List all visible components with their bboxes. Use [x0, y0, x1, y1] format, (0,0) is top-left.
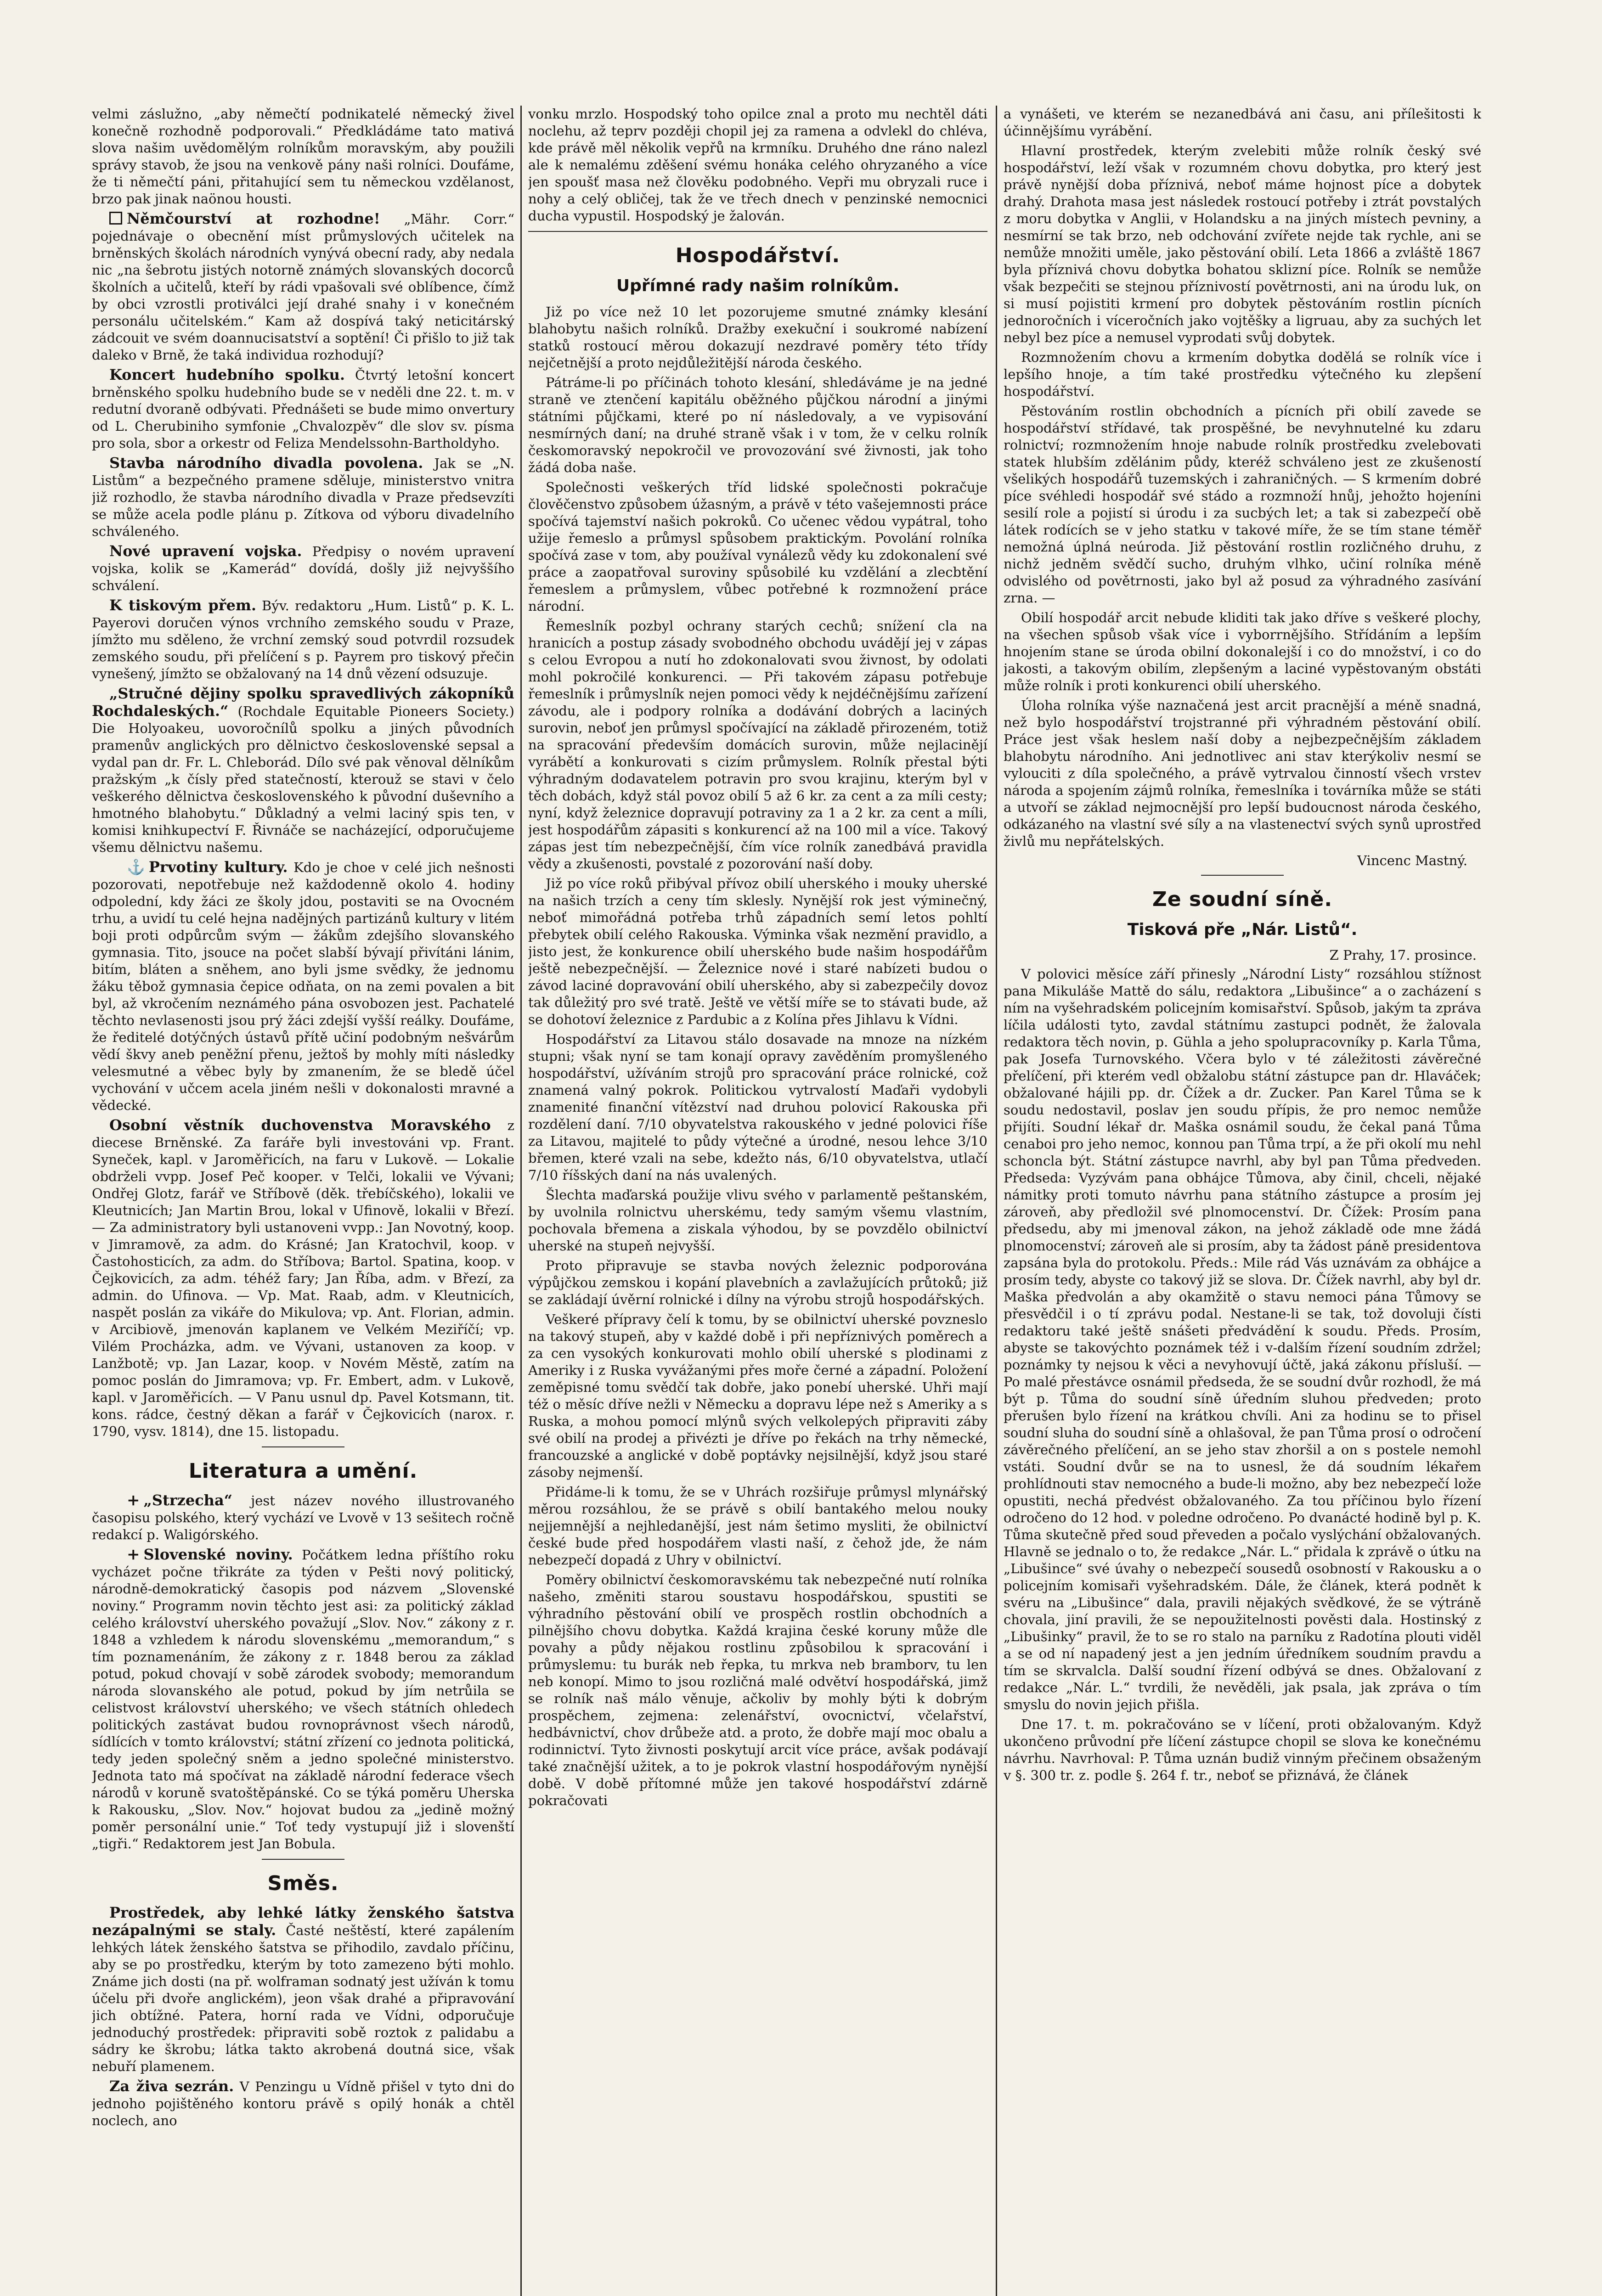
news-item	[92, 543, 514, 594]
column-right	[1004, 106, 1481, 2296]
news-headline: Stavba národního divadla povolena.	[109, 454, 423, 472]
news-item	[92, 2078, 514, 2129]
news-item	[92, 859, 514, 1114]
news-item	[92, 597, 514, 682]
article-paragraph: a vynášeti, ve kterém se nezanedbává ani času, ani přílešitosti k účinnějšímu vyrábění.	[1004, 106, 1481, 139]
news-text: Časté neštěstí, které zapálením lehkých látek ženského šatstva se přihodilo, zavdalo příčinu, aby se po prostředku, kterým by toto zamezeno býti mohlo. Známe jich dosti (na př. wolframan sodnatý jest užíván k tomu účelu při dvoře anglickém), jeon však drahé a připravování jich obtížné. Patera, horní rada ve Vídni, odporučuje jednoduchý prostředek: připraviti sobě roztok z palidabu a sádry ke škrobu; látka takto akrobená doutná sice, však nebuří plamenem.	[92, 1923, 514, 2074]
news-headline: K tiskovým přem.	[109, 597, 256, 614]
news-item	[92, 1117, 514, 1440]
news-text: Počátkem ledna příštího roku vycházet počne třikráte za týden v Pešti nový politický, národně-demokratický časopis pod názvem „Slovenské noviny.“ Programm novin těchto jest asi: za politický základ celého království uherského považují „Slov. Nov.“ zákony z r. 1848 a vzhledem k národu slovenskému „memorandum,“ s tím poznamenáním, že zákony z r. 1848 berou za základ potud, pokud chovají v sobě zárodek svobody; memorandum národa slovanského ale potud, pokud by jím netrůila se celistvost království uherského; ve všech státních ohledech politických zastávat budou rovnoprávnost všech národů, sídlících v tomto království; státní zřízení co jednota politická, tedy jeden společný sněm a jedno společné ministerstvo. Jednota tato má spočívat na základě národní federace všech národů v koruně svatoštěpánské. Co se týká poměru Uherska k Rakousku, „Slov. Nov.“ hojovat budou za „jedině možný poměr personální unie.“ Toť tedy vystupují již i slovenští „tigři.“ Redaktorem jest Jan Bobula.	[92, 1547, 514, 1851]
news-headline: Slovenské noviny.	[143, 1546, 293, 1563]
news-text: Předpisy o novém upravení vojska, kolik se „Kamerád“ dovídá, došly již nejvyššího schválení.	[92, 544, 514, 593]
article-paragraph: Proto připravuje se stavba nových železnic podporována výpůjčkou zemskou i kopání plavebních a zavlažujících průtoků; již se zakládají úvěrní rolnické i dílny na výrobu strojů hospodářských.	[528, 1258, 987, 1307]
news-text: Býv. redaktoru „Hum. Listů“ p. K. L. Payerovi doručen výnos vrchního zemského soudu v Praze, jímžto mu sděleno, že vrchní zemský soud potvrdil rozsudek zemského soudu, při přelíčení s p. Payrem pro tiskový přečin vynešený, jímžto se obžalovaný na 14 dnů vězení odsuzuje.	[92, 598, 514, 681]
section-title-literature: Literatura a umění.	[188, 1459, 418, 1483]
news-item	[92, 1492, 514, 1543]
news-headline: Němčourství at rozhodne!	[127, 210, 380, 227]
news-headline: Prvotiny kultury.	[148, 858, 288, 876]
cross-icon: +	[127, 1545, 140, 1564]
news-text: „Mähr. Corr.“ pojednávaje o obecnění míst průmyslových učitelek na brněnských školách národních vynývá obecní rady, aby nedala nic „na šebrotu jistých notorně známých slovanských docorců školních a učitelů, kteří by rádi vpašovali své oblíbence, čímž by obci vzrostli protiválci její drahé snahy i v konečném personálu učitelském.“ Kam až dospívá taký neticitárský zádcouit ve svém doannucisatství a soptění! Či přišlo to již tak daleko v Brně, že taká individua rozhodují?	[92, 211, 514, 363]
news-text: Čtvrtý letošní koncert brněnského spolku hudebního bude se v neděli dne 22. t. m. v redutní dvoraně odbývati. Přednášeti se bude mimo onvertury od L. Cherubiniho symfonie „Chvalozpěv“ dle slov sv. písma pro sola, sbor a orkestr od Feliza Mendelssohn-Bartholdyho.	[92, 367, 514, 451]
article-paragraph: Již po více než 10 let pozorujeme smutné známky klesání blahobytu našich rolníků. Dražby exekuční i soukromé nabízení statků rostoucí měrou dokazují nezdravé poměry této třídy nejčetnější a proto nejdůležitější národa českého.	[528, 304, 987, 371]
news-item	[92, 685, 514, 856]
news-text: Jak se „N. Listům“ a bezpečného pramene sděluje, ministerstvo vnitra již rozhodlo, že stavba národního divadla v Praze předsevzíti se může acela podle plánu p. Zítkova od výboru divadelního schváleného.	[92, 456, 514, 539]
column-rule	[996, 106, 997, 2296]
news-item	[92, 366, 514, 452]
news-text: z diecese Brněnské. Za faráře byli investováni vp. Frant. Syneček, kapl. v Jaroměřicích, na faru v Lukově. — Lokalie obdrželi vvpp. Josef Peč kooper. v Telči, lokalii ve Vývani; Ondřej Glotz, farář ve Stříbově (děk. třebíčského), lokalii ve Kleutnicích; Jan Martin Brou, lokal v Ufinově, lokalii v Březí. — Za administratory byli ustanoveni vvpp.: Jan Novotný, koop. v Jimramově, za adm. do Krásné; Jan Kratochvil, koop. v Častohosticích, za adm. do Stříbova; Bartol. Spatina, koop. v Čejkovicích, za adm. téhéž fary; Jan Říba, adm. v Březí, za admin. do Ufinova. — Vp. Mat. Raab, adm. v Kleutnicích, naspět poslán za vikáře do Mikulova; vp. Ant. Florian, admin. v Arcibiově, jmenován kaplanem ve Velkém Meziříčí; vp. Vilém Procházka, adm. ve Vývani, ustanoven za koop. v Lanžbotě; vp. Jan Lazar, koop. v Novém Městě, zatím na pomoc poslán do Jimramova; vp. Fr. Embert, adm. v Lukově, kapl. v Jaroměřicích. — V Panu usnul dp. Pavel Kotsmann, tit. kons. rádce, čestný děkan a farář v Čejkovicích (narox. r. 1790, vysv. 1814), dne 15. listopadu.	[92, 1118, 514, 1439]
article-paragraph: Přidáme-li k tomu, že se v Uhrách rozšiřuje průmysl mlynářský měrou rozsáhlou, že se právě s obilí bantakého melou nouky nejjemnější a nejhledanější, jest nám šetimo mysliti, že obilnictví české bude před hospodářem vlasti naší, z čehož jde, že nám nebezpečí dopadá z Uhry v obilnictví.	[528, 1484, 987, 1568]
square-icon	[109, 212, 122, 225]
article-paragraph: Veškeré přípravy čelí k tomu, by se obilnictví uherské povzneslo na takový stupeň, aby v každé době i při nepříznivých poměrech a za cen vysokých konkurovati mohlo obilí uherské s plodinami z Ameriky i z Ruska vyvážanými přes moře černé a západní. Položení zeměpisné tomu svědčí tak dobře, jako ponebí uherské. Uhři mají též o měsíc dříve nežli v Německu a dopravu lépe než s Ameriky a s Ruska, a mohou pomocí mlýnů svých velkolepých připraviti záby své obilí na prodej a přivézti je dříve po řekách na trhy německé, francouzské a anglické v době poptávky nejsilnější, když jsou staré zásoby nejmenší.	[528, 1311, 987, 1480]
divider	[262, 1859, 344, 1860]
news-headline: Osobní věstník duchovenstva Moravského	[109, 1116, 491, 1134]
article-paragraph: Řemeslník pozbyl ochrany starých cechů; snížení cla na hranicích a postup zásady svobodného obchodu uvádějí jej v zápas s celou Evropou a nutí ho zdokonalovati svou živnost, by odolati mohl pokročilé konkurenci. — Při takovém zápasu potřebuje řemeslník i průmyslník nejen pomoci vědy k nejdéčnějšímu zařízení závodu, ale i podpory rolníka a dodávání dobrých a laciných surovin, neboť jen průmysl spočívající na základě přirozeném, totiž na spracování především domácích surovin, může nejlacinějí vyrábětí a konkurovati s cizím průmyslem. Rolník přestal býti výhradným dodavatelem potravin pro svou krajinu, kterým byl v těch dobách, když stál povoz obilí 5 až 6 kr. za cent a za míli cesty; nyní, když železnice dopravují potraviny za 1 a 2 kr. za cent a míli, jest hospodářům zápasiti s konkurencí až na 100 mil a více. Takový zápas jest tím nebezpečnější, čím více rolník zanedbává pravidla vědy a zkušenosti, povstalé z pozorování naší doby.	[528, 618, 987, 872]
news-headline: Nové upravení vojska.	[109, 542, 302, 560]
article-paragraph: Pěstováním rostlin obchodních a pícních při obilí zavede se hospodářství střídavé, tak prospěšné, be nevyhnutelné ku zdaru rolnictví; rozmnožením hnoje nabude rolník prostředku zvelebovati statek hlubším zdělánim půdy, kteréž schváleno jest ze zkušeností všelikých hospodářů tuzemských i zahraničných. — S krmením dobré píce svéhledi hospodář své stádo a rozmnoží hnůj, jehožto hojeníni sesilí role a pojistí si úrodu i za sucbých let; a tak si zabezpečí obě látek rodících se v jeho statku v takové míře, že se tím stane téměř nemožná úplná neúroda. Již pěstování rostlin rozličného druhu, z nichž jedněm svědčí sucho, druhým vlhko, učiní rolníka méně odvislého od povětrnosti, jako byl až posud za výhradného zasívání zrna. —	[1004, 403, 1481, 606]
article-title: Tisková pře „Nár. Listů“.	[1127, 920, 1358, 939]
article-paragraph: V polovici měsíce září přinesly „Národní Listy“ rozsáhlou stížnost pana Mikuláše Mattě do sálu, redaktora „Libušince“ a o zacházení s ním na vyšehradském policejním komisařství. Spůsob, jakým ta zpráva líčila události tyto, zavdal státnímu zastupci podnět, že žalovala redaktora těch novin, p. Gühla a jeho spolupracovníky p. Karla Tůma, pak Josefa Turnovského. Včera bylo v té záležitosti závěrečné přelíčení, při kterém vedl obžalobu státní zástupce pan dr. Hlaváček; obžalované hájili pp. dr. Čížek a dr. Zucker. Pan Karel Tůma se k soudu nedostavil, poslav jen soudu přípis, že pro nemoc nemůže přijíti. Soudní lékař dr. Maška osnámil soudu, že čekal paná Tůma cenaboi pro jeho nemoc, konnou pan Tůma trpí, a že při okolí mu nehl schoncla být. Státní zástupce navrhl, aby byl pan Tůma předveden. Předseda: Vyzývám pana obhájce Tůmova, aby činil, chceli, nějaké námitky proti tomuto návrhu pana státního zástupce a prosím jej zároveň, aby předložil své plnomocenství. Dr. Čížek: Prosím pana předsedu, aby mi jmenoval zákon, na jehož základě ode mne žádá plnomocenství; zároveň ale si prosím, aby ta žádost páně presidentova zapsána byla do protokolu. Předs.: Mile rád Vás uznávám za obhájce a prosím tedy, abyste co takový již se slova. Dr. Čížek navrhl, aby byl dr. Maška předvolán a aby okamžitě o stavu nemoci pána Tůmovy se přesvědčil i o tí zprávu podal. Nestane-li se tak, tož dovoluji čísti redaktoru také ještě snášeti předvádění k soudu. Předs. Prosím, abyste se takovýchto poznámek též i v-dalším řízení soudním zdržel; poznámky ty nejsou k věci a nevyhovují účtě, jaká zákonu přísluší. — Po malé přestávce osnámil předseda, že se soudní dvůr rozhodl, že má být p. Tůma do soudní síně úředním sluhou předveden; proto přerušen bylo řízení na krátkou chvíli. Ani za hodinu se to přisel soudní sluha do soudní síně a ohlašoval, že pan Tůma prosí o odročení závěrečného přelíčení, an se jeho stav zhoršil a on s postele nemohl vstáti. Soudní dvůr se na to usnesl, že dá soudním lékařem prohlídnouti stav nemocného a bude-li možno, aby bez nebezpečí lože opustiti, nechá předvést obžalovaného. Za tou příčinou bylo řízení odročeno do 12 hod. v poledne odročeno. Po dvanácté hodině byl p. K. Tůma skutečně před soud převeden a počalo vyslýchání obžalovaných. Hlavně se jednalo o to, že redakce „Nár. L.“ přidala k zprávě o útku na „Libušince“ své úvahy o nebezpečí sousedů osobností v Rakousku a o policejním komisaři vyšehradském. Dále, že článek, která podnět k svéru na „Libušince“ dala, pravili nějakých svědkové, že se výtráně chovala, jiní pravili, že se nepoužitelnosti pověsti dala. Hostinský z „Libušinky“ pravil, že to se ro stalo na parníku z Radotína plouti viděl a se od ní napadený jest a jen jedním úředníkem soudním pravdu a tím se skrvalcla. Další soudní řízení odbývá se dnes. Obžalovaní z redakce „Nár. L.“ tvrdili, že nevěděli, jak psala, jak zpráva o tím smyslu do novin jejich přišla.	[1004, 966, 1481, 1712]
section-title-economy: Hospodářství.	[675, 244, 840, 267]
news-item	[92, 1546, 514, 1852]
news-item	[92, 1904, 514, 2075]
article-continuation: vonku mrzlo. Hospodský toho opilce znal a proto mu nechtěl dáti noclehu, až teprv později chopil jej za ramena a odvlekl do chléva, kde právě měl několik vepřů na krmníku. Druhého dne ráno nalezl ale k nemalému zděšení svému honáka celého ohryzaného a více jen spoušť masa než člověku podobného. Vepři mu obryzali ruce i nohy a celý obličej, tak že ve třech dnech v penzinské nemocnici ducha vypustil. Hospodský je žalován.	[528, 106, 987, 224]
article-paragraph: Dne 17. t. m. pokračováno se v líčení, proti obžalovaným. Když ukončeno průvodní pře líčení zástupce chopil se slova ke konečnému návrhu. Navrhoval: P. Tůma uznán budiž vinným přečinem obsaženým v §. 300 tr. z. podle §. 264 f. tr., neboť se přiznává, že článek	[1004, 1716, 1481, 1783]
article-continuation: velmi záslužno, „aby němečtí podnikatelé německý živel konečně rozhodně podporovali.“ Předkládáme tato mativá slova našim uvědomělým rolníkům moravským, aby použili správy stavob, že jsou na venkově pány naši rolníci. Doufáme, že ti němečtí páni, přitahující sem tu německou vzdělanost, brzo pak jinak naönou housti.	[92, 106, 514, 207]
section-title-court: Ze soudní síně.	[1152, 888, 1333, 911]
news-item	[92, 455, 514, 540]
column-left	[92, 106, 514, 2296]
anchor-icon: ⚓	[127, 858, 145, 876]
news-headline: „Stručné dějiny spolku spravedlivých zákopníků Rochdaleských.“	[92, 685, 514, 720]
news-text: Kdo je choe v celé jich nešnosti pozorovati, nepotřebuje než každodenně okolo 4. hodiny odpolední, kdy žáci ze školy jdou, postaviti se na Ovocném trhu, a uvidí tu celé hejna nadějných partizánů kultury v litém boji proti odpůrcům svým — žákům zdejšího slovanského gymnasia. Tito, jsouce na počet slabší bývají přivítáni lánim, bitím, bláten a sněhem, ano byli jsme svědky, že jednomu žáku těbož gymnasia čepice odňata, on na zemi povalen a bit byl, až vkročením neznámého pána osvobozen jest. Pachatelé těchto nevlasenosti jsou prý žáci zdejší vyšší reálky. Doufáme, že ředitelé dotýčných ústavů přítě učiní podobným nešvárům vědí škvy aneb peněžní přenu, ježtoš by mohly míti následky velesmutné a věbec byly by zmanením, že se bledě účel vychování v učcem acela jiném nešli v dokonalosti mravné a vědecké.	[92, 860, 514, 1113]
article-paragraph: Již po více roků přibýval přívoz obilí uherského i mouky uherské na našich trzích a ceny tím sklesly. Nynější rok jest výminečný, neboť mimořádná potřeba trhů západních semí letos pohltí přebytek obilí celého Rakouska. Výminka však nezmění pravidlo, a jisto jest, že konkurence obilí uherského bude našim hospodářům ještě nebezpečnější. — Železnice nové i staré nabízeti budou o závod laciné dopravování obilí uherského, aby si zabezpečily dovoz tak důležitý pro své tratě. Ještě ve větší míře se to stávati bude, až se dohotoví železnice z Pardubic a z Kolína přes Jihlavu k Vídni.	[528, 876, 987, 1027]
author-signature: Vincenc Mastný.	[1357, 853, 1467, 868]
dateline: Z Prahy, 17. prosince.	[1329, 947, 1477, 963]
news-text: (Rochdale Equitable Pioneers Society.) Die Holyoakeu, uovoročnílů spolku a jiných původních pramenův anglických pro dělnictvo československé sepsal a vydal pan dr. Fr. L. Chleborád. Dílo své pak věnoval dělníkům pražským „k čísly před statečností, kterouž se stavi v čelo veškerého dělnictva československého k původní duševního a hmotného blahobytu.“ Důkladný a velmi laciný spis ten, v komisi knihkupectví F. Řivnáče se nacházející, odporučujeme všemu dělnictvu našemu.	[92, 703, 514, 855]
article-paragraph: Hlavní prostředek, kterým zvelebiti může rolník český své hospodářství, leží však v rozumném chovu dobytka, pro který jest právě nynější doba příznivá, neboť máme hojnost píce a dobytek drahý. Drahota masa jest následek rostoucí potřeby i ztrát povstalých z moru dobytka v Anglii, v Holandsku a na jiných místech pevniny, a nesmírní se tak brzo, neb odchování zvířete nejde tak rychle, ani se nemůže množiti uměle, jako pěstování obilí. Leta 1866 a zvláště 1867 byla příznivá chovu dobytka bohatou sklizní píce. Rolník se nemůže však bezpečiti se stejnou příznivostí povětrnosti, ani na úrodu luk, on si musí pojistiti krmení pro dobytek pěstováním rostlin pícních jednoročních i víceročních jako vojtěšky a ligruau, aby za suchých let nebyl bez píce a nemusel vyprodati svůj dobytek.	[1004, 143, 1481, 345]
column-rule	[520, 106, 522, 2296]
news-text: jest název nového illustrovaného časopisu polského, který vychází ve Lvově v 13 sešitech ročně redakcí p. Waligórského.	[92, 1493, 514, 1542]
news-headline: Prostředek, aby lehké látky ženského šatstva nezápalnými se staly.	[92, 1904, 514, 1939]
column-middle	[528, 106, 987, 2296]
section-title-miscellany: Směs.	[267, 1872, 339, 1895]
article-paragraph: Poměry obilnictví českomoravskému tak nebezpečné nutí rolníka našeho, změniti starou soustavu hospodářskou, spustiti se výhradního pěstování obilí ve prospěch rostlin obchodních a pilnějšího chovu dobytka. Každá krajina české koruny může dle povahy a půdy nějakou rostlinu způsobilou k spracování i průmyslemu: tu burák neb řepka, tu mrkva neb bramborv, tu len neb konopí. Mimo to jsou rozličná malé odvětví hospodářská, jimž se rolník naš málo věnuje, ačkoliv by mohly býti k dobrým prospěchem, zejmena: zelenářství, ovocnictví, včelařství, hedbávnictví, chov drůbeže atd. a proto, že dobře mají moc obalu a rodinnictví. Tyto živnosti poskytují arcit více práce, avšak podávají také značnější užitek, a to je pokrok vlastní hospodářovým nynější době. V době přítomné může jen takové hospodářství zdárně pokračovati	[528, 1572, 987, 1808]
divider	[1201, 875, 1284, 876]
article-paragraph: Úloha rolníka výše naznačená jest arcit pracnější a méně snadná, než bylo hospodářství trojstranné při výhradném pěstování obilí. Práce jest však heslem naší doby a nejbezpečnějším základem blahobytu národního. Ani jednotlivec ani stav kterýkoliv nesmí se vylouciti z díla společného, a právě vytrvalou činností všech vrstev národa a spojením zájmů rolníka, řemeslníka i továrníka může se státi a utvoří se základ nejmocnější pro lepší budoucnost národa českého, odkázaného na vlastní své síly a na vlastenectví svých synů uprostřed živlů mu nepřátelských.	[1004, 698, 1481, 849]
article-paragraph: Rozmnožením chovu a krmením dobytka dodělá se rolník více i lepšího hnoje, a tím také prostředku výtečného ku zlepšení hospodářství.	[1004, 349, 1481, 399]
article-paragraph: Obilí hospodář arcit nebude kliditi tak jako dříve s veškeré plochy, na všechen spůsob však více i vyborrnějšího. Střídáním a lepším hnojením stane se úroda obilní dokonalejší i co do množství, i co do jakosti, a takovým obilím, zlepšeným a laciné vypěstovaným obstáti může rolník i proti konkurenci obilí uherského.	[1004, 610, 1481, 693]
article-paragraph: Pátráme-li po příčinách tohoto klesání, shledáváme je na jedné straně ve ztenčení kapitálu oběžného půjčkou národní a jinými státními půjčkami, které po ní následovaly, a ve vypisování nesmírných daní; na druhé straně však i v tom, že v celku rolník českomoravský nepokročil ve provozování své živnosti, jak toho žádá doba naše.	[528, 375, 987, 475]
news-text: V Penzingu u Vídně přišel v tyto dni do jednoho pojištěného kontoru právě s opilý honák a chtěl noclech, ano	[92, 2079, 514, 2128]
article-title: Upřímné rady našim rolníkům.	[616, 276, 900, 295]
divider	[528, 231, 987, 232]
cross-icon: +	[127, 1491, 140, 1509]
article-paragraph: Společnosti veškerých tříd lidské společnosti pokračuje člověčenstvo způsobem úžasným, a právě v této vašejemnosti práce spočívá tajemství našich pokroků. Co učenec vědou vypátral, toho užije řemeslo a průmysl spůsobem praktickým. Povolání rolníka spočívá zase v tom, aby používal vynálezů vědy ku zdokonalení své práce a zaopatřoval suroviny spůsobilé ku vzdělání a zlecbtění řemeslem a průmyslem, vůbec potřebné k rozmnožení práce národní.	[528, 479, 987, 614]
article-paragraph: Šlechta maďarská použije vlivu svého v parlamentě peštanském, by uvolnila rolnictvu uherskému, tedy samým všemu vlastním, pochovala břemena a ziskala výhodou, by se povzdělo obilnictví uherské na stupeň nejvyšší.	[528, 1187, 987, 1254]
news-headline: Koncert hudebního spolku.	[109, 366, 345, 383]
news-headline: „Strzecha“	[143, 1491, 233, 1509]
news-headline: Za živa sezrán.	[109, 2077, 234, 2095]
divider	[262, 1446, 344, 1447]
article-paragraph: Hospodářství za Litavou stálo dosavade na mnoze na nízkém stupni; však nyní se tam konají opravy zavěděním promyšleného hospodářství, užíváním strojů pro spracování práce rolnické, což znamená valný pokrok. Politickou vytrvalostí Maďaři vydobyli znamenité finanční vítězství nad druhou polovicí Rakouska při rozdělení daní. 7/10 obyvatelstva rakouského v jedné polovici říše za Litavou, majitelé to půdy výtečné a úrodné, nesou lehce 3/10 břemen, které vzali na sebe, kdežto nás, 6/10 obyvatelstva, utlačí 7/10 říšských daní na nás uvalených.	[528, 1031, 987, 1183]
news-item	[92, 210, 514, 364]
